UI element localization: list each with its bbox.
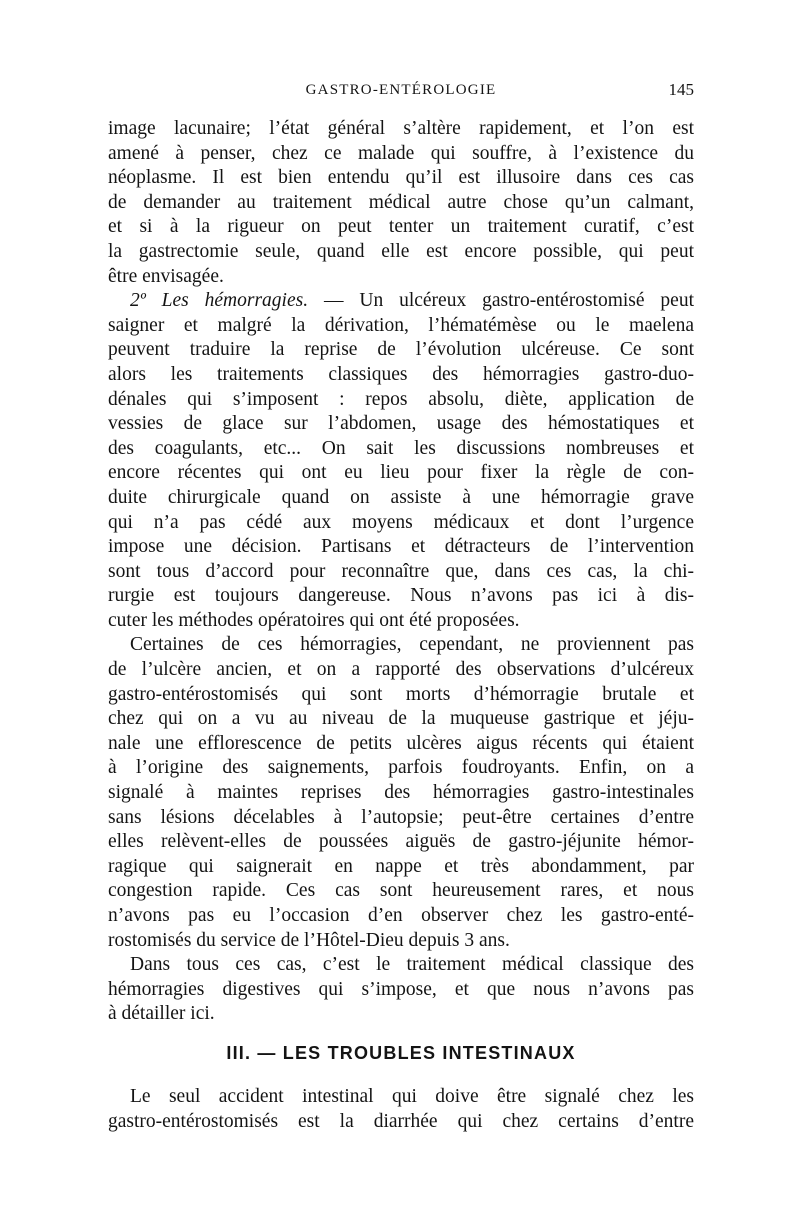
text-line: la gastrectomie seule, quand elle est encore possible, qui peut (108, 240, 694, 262)
running-head (108, 80, 694, 100)
text-line: chez qui on a vu au niveau de la muqueuse gastrique et jéju- (108, 708, 694, 730)
text-line: n’avons pas eu l’occasion d’en observer chez les gastro-enté- (108, 905, 694, 926)
text-line: sont tous d’accord pour reconnaître que, dans ces cas, la chi- (108, 560, 694, 582)
paragraph-conclusion (108, 953, 694, 1027)
text-line: Certaines de ces hémorragies, cependant, ne proviennent pas (130, 634, 694, 656)
text-line: elles relèvent-elles de poussées aiguës de gastro-jéjunite hémor- (108, 831, 694, 853)
subsection-title: 2º Les hémorragies. (130, 290, 309, 312)
text-line: sans lésions décelables à l’autopsie; peut-être certaines d’entre (108, 806, 694, 828)
text-line: cuter les méthodes opératoires qui ont été proposées. (108, 609, 520, 631)
text-line (108, 289, 694, 314)
body-text (108, 117, 694, 1027)
text-line: ragique qui saignerait en nappe et très abondamment, par (108, 855, 694, 877)
text-line: rostomisés du service de l’Hôtel-Dieu depuis 3 ans. (108, 929, 510, 951)
text-line: image lacunaire; l’état général s’altère rapidement, et l’on est (108, 118, 694, 139)
text-line: congestion rapide. Ces cas sont heureusement rares, et nous (108, 880, 694, 902)
text-line: signalé à maintes reprises des hémorragies gastro-intestinales (108, 782, 694, 804)
text-line: dénales qui s’imposent : repos absolu, diète, application de (108, 388, 694, 410)
text-line: nale une efflorescence de petits ulcères aigus récents qui étaient (108, 732, 694, 754)
text-line: gastro-entérostomisés qui sont morts d’hémorragie brutale et (108, 683, 694, 705)
text-line: de l’ulcère ancien, et on a rapporté des observations d’ulcéreux (108, 659, 694, 681)
text-line: impose une décision. Partisans et détracteurs de l’intervention (108, 536, 694, 558)
text-line: des coagulants, etc... On sait les discussions nombreuses et (108, 437, 694, 459)
text-line: être envisagée. (108, 265, 224, 287)
text-line: gastro-entérostomisés est la diarrhée qui chez certains d’entre (108, 1110, 694, 1132)
text-line: qui n’a pas cédé aux moyens médicaux et dont l’urgence (108, 511, 694, 533)
page-number: 145 (668, 80, 694, 99)
paragraph-neoplasme (108, 117, 694, 289)
text-line: peuvent traduire la reprise de l’évolution ulcéreuse. Ce sont (108, 339, 694, 361)
text-line: Le seul accident intestinal qui doive être signalé chez les (130, 1086, 694, 1107)
text-line: saigner et malgré la dérivation, l’hématémèse ou le maelena (108, 314, 694, 336)
text-line: vessies de glace sur l’abdomen, usage des hémostatiques et (108, 413, 694, 435)
body-text-continued (108, 1085, 694, 1134)
paragraph-troubles-intestinaux (108, 1085, 694, 1134)
text-line: encore récentes qui ont eu lieu pour fixer la règle de con- (108, 462, 694, 484)
text-line: néoplasme. Il est bien entendu qu’il est illusoire dans ces cas (108, 167, 694, 189)
text-line: à l’origine des saignements, parfois foudroyants. Enfin, on a (108, 757, 694, 779)
paragraph-hemorragies (108, 289, 694, 633)
text-line: amené à penser, chez ce malade qui souffre, à l’existence du (108, 142, 694, 164)
paragraph-certaines (108, 633, 694, 953)
text-line: Dans tous ces cas, c’est le traitement médical classique des (130, 954, 694, 976)
text-line: de demander au traitement médical autre chose qu’un calmant, (108, 191, 694, 213)
text-line: hémorragies digestives qui s’impose, et que nous n’avons pas (108, 978, 694, 1000)
text-fragment: — Un ulcéreux gastro-entérostomisé peut (308, 290, 694, 312)
text-line: rurgie est toujours dangereuse. Nous n’avons pas ici à dis- (108, 585, 694, 607)
text-line: et si à la rigueur on peut tenter un traitement curatif, c’est (108, 216, 694, 238)
text-line: duite chirurgicale quand on assiste à une hémorragie grave (108, 486, 694, 508)
text-line: alors les traitements classiques des hémorragies gastro-duo- (108, 363, 694, 385)
text-line: à détailler ici. (108, 1003, 215, 1025)
section-heading: III. — LES TROUBLES INTESTINAUX (226, 1043, 576, 1063)
running-title: GASTRO-ENTÉROLOGIE (305, 82, 497, 98)
